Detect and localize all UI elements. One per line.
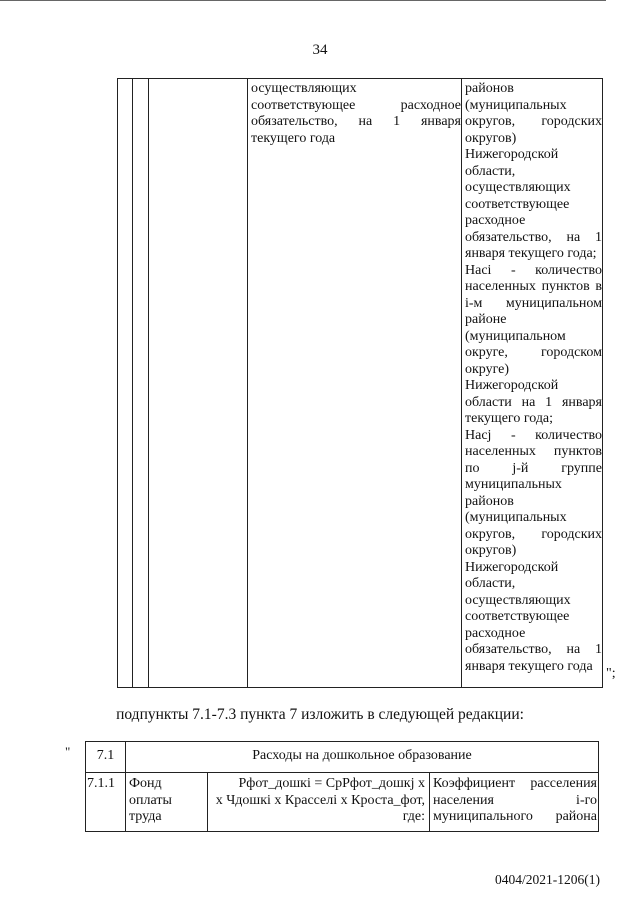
amendment-paragraph: подпункты 7.1-7.3 пункта 7 изложить в следующей редакции: (116, 706, 524, 723)
upper-table-definition-cell (465, 81, 602, 675)
definition-line: округов, городских (465, 114, 602, 129)
upper-table-condition-cell (251, 81, 461, 147)
description-line: населения i-го (433, 792, 597, 808)
definition-line: января текущего года (465, 658, 593, 674)
row-name-line: Фонд (129, 776, 162, 791)
condition-line: осуществляющих (251, 81, 357, 96)
definition-line: (муниципальных (465, 97, 567, 113)
upper-table-divider-1 (132, 79, 133, 687)
lower-table-row-num: 7.1.1 (87, 776, 115, 791)
condition-line: текущего года (251, 130, 336, 146)
definition-line: Насi - количество (465, 262, 602, 278)
row-name-line: труда (129, 809, 162, 824)
definition-line: муниципальных (465, 477, 562, 492)
lower-table-header-num: 7.1 (96, 748, 115, 763)
definition-line: i-м муниципальном (465, 295, 602, 311)
definition-line: округов, городских (465, 526, 602, 542)
upper-table-divider-2 (148, 79, 149, 687)
lower-table-row-name (129, 776, 205, 826)
formula-line: Рфот_дошкi = СрРфот_дошкj х (238, 776, 425, 791)
definition-line: районов (465, 81, 514, 96)
lower-table-row-formula (211, 776, 425, 826)
definition-line: расходное (465, 625, 526, 641)
definition-line: округе, городском (465, 345, 602, 360)
condition-line: соответствующее расходное (251, 97, 461, 113)
upper-table-divider-4 (461, 79, 462, 687)
definition-line: районов (465, 493, 514, 509)
upper-table-divider-3 (247, 79, 248, 687)
closing-quote: "; (606, 666, 616, 681)
definition-line: соответствующее (465, 609, 570, 624)
definition-line: осуществляющих (465, 180, 571, 195)
definition-line: области, (465, 576, 516, 591)
definition-line: по j-й группе (465, 460, 602, 476)
definition-line: области, (465, 163, 516, 179)
lower-table (85, 741, 599, 832)
lower-table-formula-divider (429, 772, 430, 831)
definition-line: населенных пунктов в (465, 279, 602, 294)
page-number: 34 (312, 42, 328, 58)
opening-quote: " (65, 744, 71, 759)
definition-line: расходное (465, 213, 526, 228)
definition-line: населенных пунктов (465, 444, 602, 459)
definition-line: округе) (465, 361, 510, 377)
condition-line: обязательство, на 1 января (251, 114, 461, 129)
lower-table-row-description (433, 776, 597, 826)
formula-line: х Чдошкi х Красселi х Кроста_фот, (215, 792, 425, 808)
definition-line: обязательство, на 1 (465, 229, 602, 245)
definition-line: Насj - количество (465, 427, 602, 443)
definition-line: января текущего года; (465, 246, 597, 261)
definition-line: Нижегородской (465, 147, 559, 162)
lower-table-header-separator (86, 772, 598, 773)
definition-line: области на 1 января (465, 394, 602, 410)
definition-line: обязательство, на 1 (465, 642, 602, 657)
definition-line: соответствующее (465, 196, 570, 212)
lower-table-name-divider (207, 772, 208, 831)
description-line: муниципального района (433, 809, 597, 824)
definition-line: округов) (465, 543, 517, 558)
document-code: 0404/2021-1206(1) (495, 872, 600, 887)
top-border-line (0, 0, 606, 1)
definition-line: текущего года; (465, 411, 554, 426)
definition-line: районе (465, 312, 507, 327)
definition-line: округов) (465, 130, 517, 146)
upper-table (117, 78, 603, 688)
definition-line: (муниципальном (465, 328, 566, 344)
formula-line: где: (402, 809, 425, 824)
description-line: Коэффициент расселения (433, 776, 597, 791)
definition-line: осуществляющих (465, 592, 571, 608)
definition-line: (муниципальных (465, 510, 567, 525)
definition-line: Нижегородской (465, 378, 559, 393)
lower-table-header-title: Расходы на дошкольное образование (252, 748, 472, 763)
definition-line: Нижегородской (465, 559, 559, 575)
row-name-line: оплаты (129, 792, 172, 808)
